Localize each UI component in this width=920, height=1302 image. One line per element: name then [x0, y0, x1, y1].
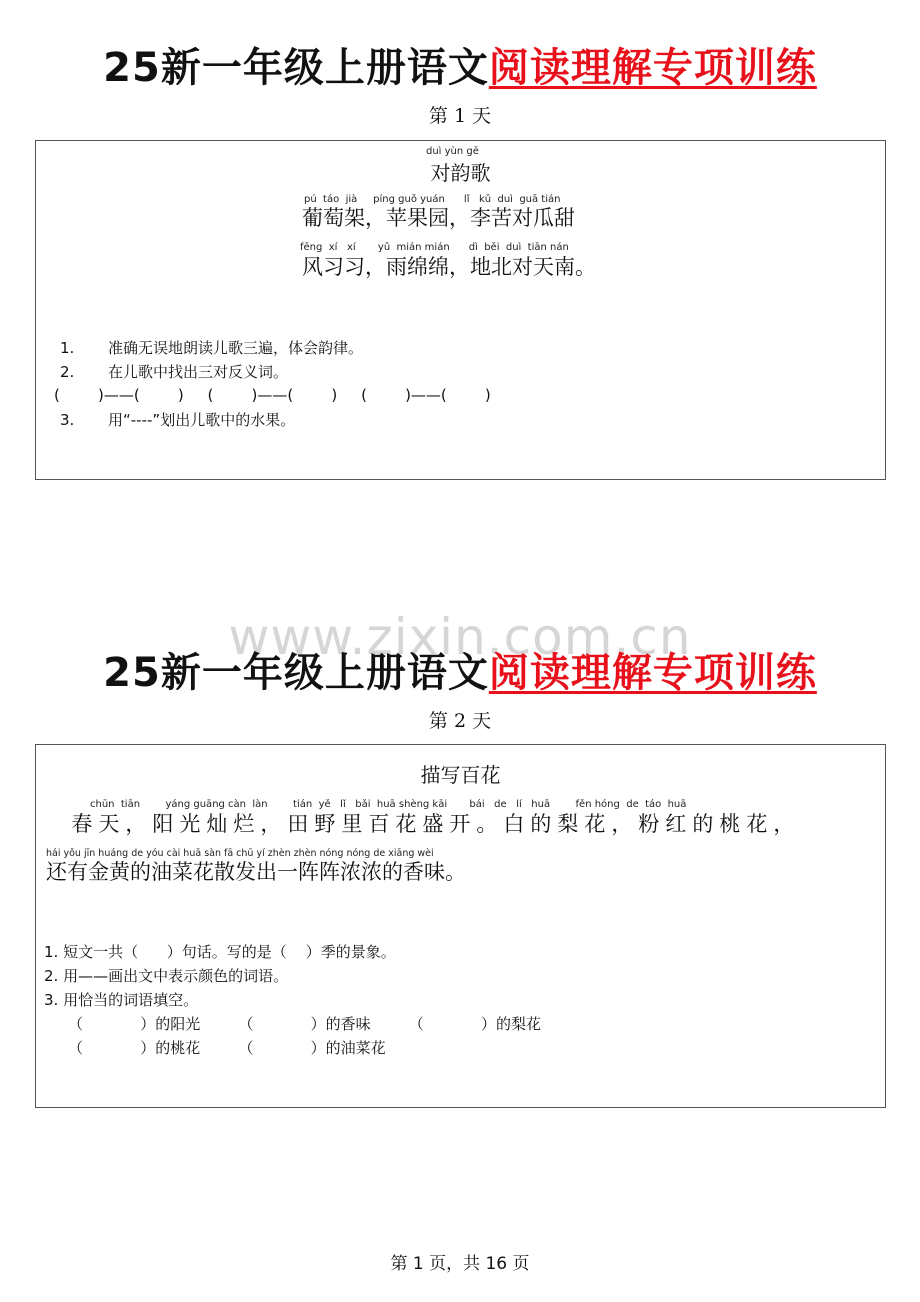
question-3: 3. 用恰当的词语填空。: [44, 991, 199, 1009]
day-label-2: 第 2 天: [428, 710, 492, 732]
poem-title: 对韵歌: [430, 161, 491, 185]
watermark: www.zixin.com.cn: [228, 608, 692, 666]
question-1: 1. 短文一共（ ）句话。写的是（ ）季的景象。: [44, 943, 396, 961]
verse-1: 葡萄架，苹果园，李苦对瓜甜: [302, 206, 575, 230]
page-title-2: [0, 650, 920, 696]
antonym-blanks[interactable]: ( )——( ) ( )——( ) ( )——( ): [54, 386, 491, 404]
passage-line-2: 还有金黄的油菜花散发出一阵阵浓浓的香味。: [46, 860, 466, 884]
page-footer: 第 1 页，共 16 页: [390, 1254, 530, 1274]
verse-1-pinyin: pú táo jià píng guǒ yuán lǐ kǔ duì guā tián: [304, 194, 561, 205]
passage-line-1: 春天，阳光灿烂，田野里百花盛开。白的梨花，粉红的桃花，: [46, 812, 801, 836]
title-black-1: 25新一年级上册语文: [103, 45, 489, 91]
title-red-1: 阅读理解专项训练: [488, 45, 817, 91]
fill-row-1[interactable]: （ ）的阳光 （ ）的香味 （ ）的梨花: [68, 1015, 541, 1033]
exercise-box-2: [35, 744, 886, 1108]
page-title-1: [0, 45, 920, 91]
verse-2-pinyin: fēng xí xí yǔ mián mián dì běi duì tiān nán: [300, 242, 569, 253]
poem-title-pinyin: duì yùn gē: [426, 146, 479, 157]
title-red-2: 阅读理解专项训练: [488, 650, 817, 696]
exercise-box-1: [35, 140, 886, 480]
day-label-1: 第 1 天: [428, 105, 492, 127]
question-1-text: 准确无误地朗读儿歌三遍，体会韵律。: [108, 339, 364, 357]
question-2-text: 在儿歌中找出三对反义词。: [108, 363, 289, 381]
passage-line-2-pinyin: hái yǒu jīn huáng de yóu cài huā sàn fā chū yí zhèn zhèn nóng nóng de xiāng wèi: [46, 848, 434, 859]
question-2: 2. 用——画出文中表示颜色的词语。: [44, 967, 289, 985]
verse-2: 风习习，雨绵绵，地北对天南。: [302, 255, 596, 279]
question-2-num: 2.: [60, 363, 75, 381]
question-1-num: 1.: [60, 339, 75, 357]
passage-line-1-pinyin: chūn tiān yáng guāng càn làn tián yě lǐ bǎi huā shèng kāi bái de lí huā fěn hóng de táo huā: [90, 799, 687, 810]
passage-title: 描写百花: [420, 763, 501, 787]
question-3-num: 3.: [60, 411, 75, 429]
title-black-2: 25新一年级上册语文: [103, 650, 489, 696]
fill-row-2[interactable]: （ ）的桃花 （ ）的油菜花: [68, 1039, 386, 1057]
question-3-text: 用“----”划出儿歌中的水果。: [108, 411, 296, 429]
